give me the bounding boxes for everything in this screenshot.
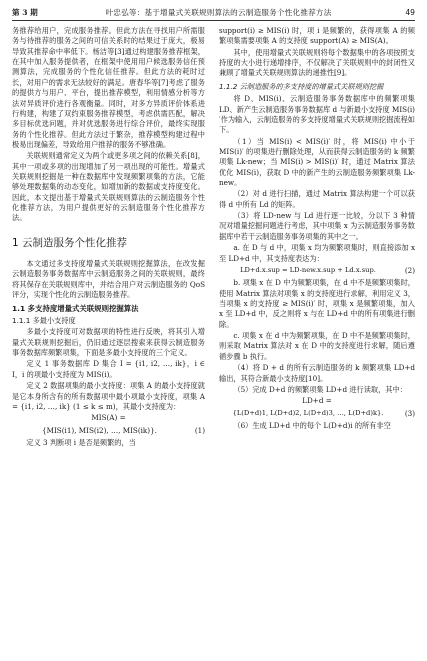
case-item: b. 项集 x 在 D 中为频繁项集，在 d 中不是频繁项集时，使用 Matrix 算法对项集 x 的支持度进行求解，利用定义 3，当项集 x 的支持度 ≥ MIS(i)′ 时，项集 x 是频繁项集，加入 x 至 LD+d 中，反之则将 x 与在 LD+d 中的所有项集进行删除。: [219, 278, 415, 329]
definition: 定义 1 事务数据库 D 集合 I = {i1, i2, …, ik}，i ∈ I，i 的项最小支持度为 MIS(i)。: [12, 359, 205, 379]
paragraph: 务推荐给用户，完成服务推荐。但此方法在寻找用户所需服务与待推荐的服务之间的可信关系时的结果过于庞大，极易导致其推荐命中率低下。杨洁等[3]通过构建服务推荐框架，在其中加入服务提供者，在框架中使用用户候选服务信任预测算法，完成服务的个性化信任推荐。但此方法的耗时过长，对用户的需求无法较好的满足。唐春华等[7]考虑了服务的提供方与用户、平台，提出推荐模型，利用情感分析等方法对异质评价进行各观衡量。同时，对多方异质评价体系进行构建，构建了双约束服务推荐模型，考虑供需匹配，解决多目标优选问题，并对优选服务进行综合评价，最终实现服务的个性化推荐。但此方法过于繁杂，推荐模型构建过程中极易出现偏差，导致给用户推荐的服务不够准确。: [12, 26, 205, 149]
issue-number: 第 3 期: [12, 7, 38, 17]
equation-lhs: MIS(A) =: [91, 413, 126, 423]
equation-body: {L(D+d)1, L(D+d)2, L(D+d)3, …, L(D+d)k}.: [232, 408, 384, 417]
paragraph: 多最小支持度可对数据项的特性进行反映，将其引入增量式关联规则挖掘后，仍旧通过逐层搜索来获得云制造服务事务数据库频繁项集，下面是多最小支持度的三个定义。: [12, 327, 205, 358]
definition: 定义 2 数据项集的最小支持度：项集 A 的最小支持度就是它本身所含有的所有数据项中最小项最小支持度，项集 A = {i1, i2, …, ik} (1 ≤ k ≤ m)，其最小支持度为：: [12, 381, 205, 411]
subsection-heading: 1.1 多支持度增量式关联规则挖掘算法: [12, 304, 139, 314]
subsubsection-heading: 1.1.2 云制造服务的多支持度的增量式关联规则挖掘: [219, 81, 384, 91]
step: （5）完成 D+d 的频繁项集 LD+d 进行读取，其中：: [233, 384, 407, 394]
section-heading: 1 云制造服务个性化推荐: [12, 236, 128, 249]
equation-number: (1): [194, 425, 205, 435]
definition: 定义 3 判断项 i 是否是频繁的，当: [26, 437, 136, 447]
left-column: [12, 26, 205, 654]
equation: [219, 409, 415, 419]
page-header: [12, 6, 415, 21]
page-number: 49: [405, 7, 415, 17]
equation: [219, 266, 415, 276]
case-item: a. 在 D 与 d 中，项集 x 均为频繁项集时，则直接添加 x 至 LD+d 中，其支持度表达为：: [219, 243, 415, 263]
equation-body: LD+d.x.sup = LD-new.x.sup + Ld.x.sup.: [240, 266, 376, 275]
paragraph: 其中，使用增量式关联规则将每个数据集中的各项按照支持度的大小进行递增排序，不仅解决了关联规则中的封闭性又兼顾了增量式关联规则算法的递推性[9]。: [219, 47, 415, 78]
paragraph: 将 D、MIS(i)、云制造服务事务数据库中的频繁项集 LD、新产生云制造服务事务数据库 d 与新最小支持度 MIS(i)′作为输入，云制造服务的多支持度增量式关联规则挖掘流程如下。: [219, 94, 415, 135]
right-column: [219, 26, 415, 654]
step: （4）将 D + d 的所有云制造服务的 k 频繁项集 LD+d 输出，其符合新最小支持度[10]。: [219, 363, 415, 383]
subsubsection-heading: 1.1.1 多最小支持度: [12, 316, 76, 326]
equation-lhs: LD+d =: [302, 396, 332, 406]
step: （6）生成 LD+d 中的每个 L(D+d)i 的所有非空: [233, 420, 391, 430]
step: （3）将 LD-new 与 Ld 进行逐一比较，分以下 3 种情况对增量挖掘问题进行考虑，其中项集 x 为云制造服务事务数据库中若干云制造服务事务项集的其中之一。: [219, 211, 415, 241]
running-title: 叶忠弘等：基于增量式关联规则算法的云制造服务个性化推荐方法: [105, 7, 332, 17]
paragraph: support(i) ≥ MIS(i) 时，项 i 是频繁的，获得项集 A 的频繁项集需要项集 A 的支持度 support(A) ≥ MIS(A)。: [219, 26, 415, 46]
paragraph: 关联规则通常定义为两个或更多项之间的依赖关系[8]，其中一项或多项的出现增加了另一项出现的可能性。增量式关联规则挖掘是一种在数据库中发现频繁项集的方法，它能够处理数据集的动态变化，如增加新的数据或支持度变化。因此，本文提出基于增量式关联规则算法的云制造服务个性化推荐方法，为用户提供更好的云制造服务个性化推荐方法。: [12, 151, 205, 223]
paragraph: 本文通过多支持度增量式关联规则挖掘算法，在改发掘云制造服务事务数据库中云制造服务之间的关联规则，最终将其保存在关联规则库中，并结合用户对云制造服务的 QoS 评分，实现个性化的云制造服务推荐。: [12, 258, 205, 300]
equation-number: (2): [404, 265, 415, 275]
equation-body: {MIS(i1), MIS(i2), …, MIS(ik)}.: [42, 425, 157, 435]
case-item: c. 项集 x 在 d 中为频繁项集，在 D 中不是频繁项集时，则采取 Matrix 算法对 x 在 D 中的支持度进行求解，随后遵循步骤 b 执行。: [219, 331, 415, 361]
step: （2）对 d 进行扫描，通过 Matrix 算法构建一个可以获得 d 中所有 Ld 的矩阵。: [219, 189, 415, 209]
equation: [12, 426, 205, 436]
equation-number: (3): [404, 408, 415, 418]
step: （1）当 MIS(i) < MIS(i)′ 时，将 MIS(i) 中小于 MIS(i)′ 的项集进行删除处理，从而获得云制造服务的 k 频繁项集 Lk-new；当 MIS(i) > MIS(i)′ 时，通过 Matrix 算法优化 MIS(i)，获取 D 中的新产生的云制造服务频繁项集 Lk-new。: [219, 136, 415, 188]
